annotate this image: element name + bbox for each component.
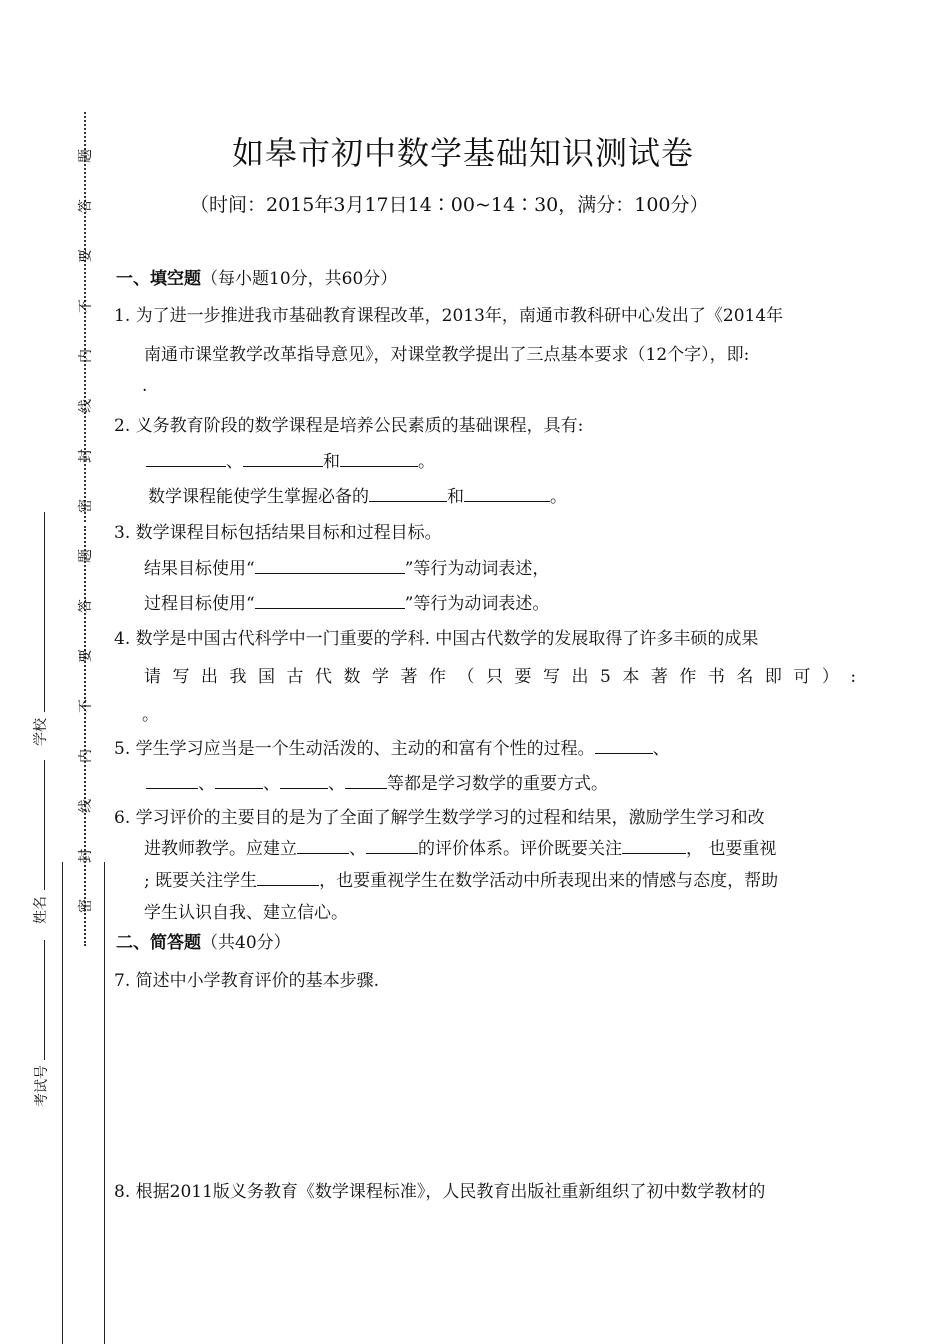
separator: 、 (198, 774, 215, 794)
q1-line1: 1. 为了进一步推进我市基础教育课程改革，2013年，南通市教科研中心发出了《2014年 (114, 306, 784, 326)
answer-blank[interactable] (146, 449, 226, 467)
period: 。 (550, 487, 567, 507)
section1-heading (116, 264, 397, 289)
section2-number: 二、 (116, 933, 150, 953)
q1-line3: . (142, 376, 148, 396)
seal-char: 密 (78, 899, 94, 913)
section2-heading (116, 928, 291, 953)
q6-line2 (144, 834, 776, 859)
q2-line1: 2. 义务教育阶段的数学课程是培养公民素质的基础课程，具有: (114, 416, 584, 436)
seal-dotted-line-mid (84, 526, 86, 946)
name-fill-line (44, 760, 45, 890)
q6-line3-a: ; 既要关注学生 (144, 871, 258, 891)
period: 。 (418, 452, 435, 472)
answer-blank[interactable] (215, 771, 263, 789)
q3-line3 (144, 589, 549, 614)
q3-line2-prefix: 结果目标使用“ (144, 559, 255, 579)
binding-rule-right (104, 862, 105, 1344)
seal-char: 不 (78, 699, 94, 713)
q8-text: 8. 根据2011版义务教育《数学课程标准》，人民教育出版社重新组织了初中数学教材的 (114, 1182, 766, 1202)
q5-line1-text: 5. 学生学习应当是一个生动活泼的、主动的和富有个性的过程。 (114, 739, 595, 759)
name-label: 姓名 (33, 896, 49, 924)
seal-char: 题 (78, 149, 94, 163)
separator: 、 (263, 774, 280, 794)
q2-line3 (148, 482, 567, 507)
q8-answer-area[interactable] (114, 1212, 844, 1332)
seal-char: 要 (78, 649, 94, 663)
q3-line3-prefix: 过程目标使用“ (144, 594, 255, 614)
answer-blank[interactable] (297, 836, 349, 854)
seal-char: 封 (78, 849, 94, 863)
seal-char: 封 (78, 449, 94, 463)
q6-line4: 学生认识自我、建立信心。 (144, 903, 348, 923)
q4-line1: 4. 数学是中国古代科学中一门重要的学科. 中国古代数学的发展取得了许多丰硕的成果 (114, 629, 759, 649)
section1-name: 填空题 (150, 269, 201, 289)
seal-char: 线 (78, 399, 94, 413)
page-title: 如皋市初中数学基础知识测试卷 (232, 134, 695, 172)
answer-blank[interactable] (369, 484, 447, 502)
q6-line3-b: ，也要重视学生在数学活动中所表现出来的情感与态度，帮助 (319, 871, 779, 891)
seal-char: 不 (78, 299, 94, 313)
answer-blank[interactable] (622, 836, 686, 854)
page-subtitle: （时间：2015年3月17日14∶00~14∶30，满分：100分） (190, 194, 709, 216)
separator: 、 (652, 739, 670, 759)
section2-name: 简答题 (150, 933, 201, 953)
q7-answer-area[interactable] (114, 1000, 844, 1160)
answer-blank[interactable] (255, 556, 405, 574)
answer-blank[interactable] (464, 484, 550, 502)
answer-blank[interactable] (257, 868, 319, 886)
q3-line1: 3. 数学课程目标包括结果目标和过程目标。 (114, 523, 442, 543)
seal-char: 密 (78, 499, 94, 513)
q7-text: 7. 简述中小学教育评价的基本步骤. (114, 971, 380, 991)
separator: 、 (328, 774, 345, 794)
separator: 和 (323, 452, 340, 472)
q6-line2-c: 的评价体系。评价既要关注 (418, 839, 622, 859)
seal-char: 内 (78, 749, 94, 763)
seal-char: 内 (78, 349, 94, 363)
separator: 和 (447, 487, 464, 507)
separator: 、 (349, 839, 366, 859)
seal-char: 要 (78, 249, 94, 263)
q3-line3-suffix: ”等行为动词表述。 (404, 594, 550, 614)
q2-line3-text: 数学课程能使学生掌握必备的 (148, 487, 369, 507)
seal-char: 答 (78, 199, 94, 213)
q6-line2-a: 进教师教学。应建立 (144, 839, 297, 859)
answer-blank[interactable] (146, 771, 198, 789)
q5-line2 (146, 769, 608, 794)
q6-line1: 6. 学习评价的主要目的是为了全面了解学生数学学习的过程和结果，激励学生学习和改 (114, 808, 765, 828)
q4-line2: 请写出我国古代数学著作（只要写出5本著作书名即可）: (144, 667, 868, 687)
q4-line3: 。 (142, 705, 159, 725)
binding-rule-left (62, 862, 63, 1344)
q5-line2-end: 等都是学习数学的重要方式。 (387, 774, 608, 794)
answer-blank[interactable] (280, 771, 328, 789)
answer-blank[interactable] (595, 736, 653, 754)
school-fill-line (44, 512, 45, 712)
answer-blank[interactable] (345, 771, 387, 789)
separator: 、 (226, 452, 243, 472)
seal-char: 答 (78, 599, 94, 613)
school-label: 学校 (33, 718, 49, 746)
q1-line2: 南通市课堂教学改革指导意见》，对课堂教学提出了三点基本要求（12个字），即: (144, 345, 750, 365)
section1-number: 一、 (116, 269, 150, 289)
q6-line3 (144, 866, 778, 891)
answer-blank[interactable] (366, 836, 418, 854)
q3-line2 (144, 554, 549, 579)
answer-blank[interactable] (340, 449, 418, 467)
section1-note: （每小题10分，共60分） (201, 269, 398, 289)
section2-note: （共40分） (201, 933, 291, 953)
seal-char: 题 (78, 549, 94, 563)
seal-char: 线 (78, 799, 94, 813)
q3-line2-suffix: ”等行为动词表述， (404, 559, 550, 579)
q5-line1 (114, 734, 670, 759)
q2-line2 (146, 447, 435, 472)
q6-line2-d: ， 也要重视 (686, 839, 777, 859)
exam-id-label: 考试号 (34, 1065, 50, 1107)
answer-blank[interactable] (243, 449, 323, 467)
answer-blank[interactable] (255, 591, 405, 609)
exam-id-fill-line (44, 940, 45, 1060)
